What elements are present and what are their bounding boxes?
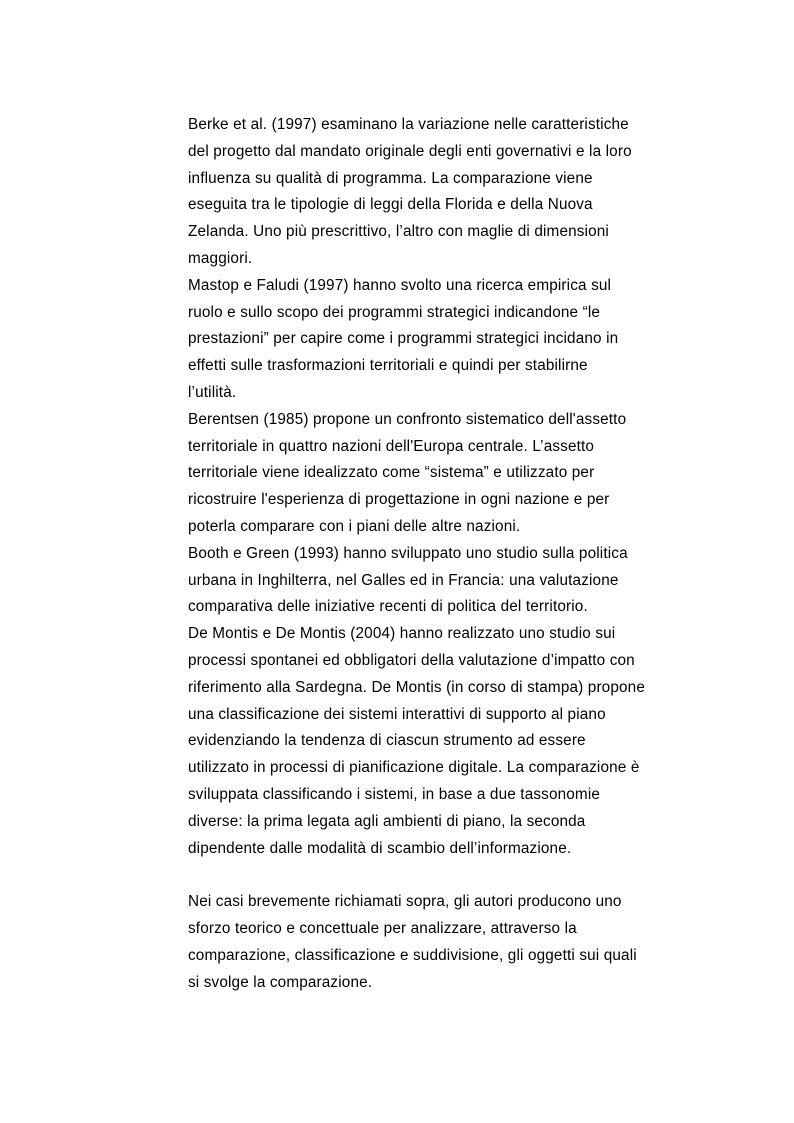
text-line: Zelanda. Uno più prescrittivo, l’altro con maglie di dimensioni [188,223,609,241]
text-line: territoriale in quattro nazioni dell'Europa centrale. L’assetto [188,437,595,455]
text-line: effetti sulle trasformazioni territoriali e quindi per stabilirne [188,357,588,375]
text-line: una classificazione dei sistemi interattivi di supporto al piano [188,705,606,723]
text-line: riferimento alla Sardegna. De Montis (in corso di stampa) propone [188,678,645,696]
text-line: Berke et al. (1997) esaminano la variazione nelle caratteristiche [188,116,629,133]
text-line: Berentsen (1985) propone un confronto sistematico dell'assetto [188,410,627,428]
text-line: Nei casi brevemente richiamati sopra, gli autori producono uno [188,893,622,911]
text-line: utilizzato in processi di pianificazione digitale. La comparazione è [188,759,640,777]
text-line: ricostruire l'esperienza di progettazione in ogni nazione e per [188,491,610,509]
text-line: diverse: la prima legata agli ambienti di piano, la seconda [188,812,586,830]
text-line: evidenziando la tendenza di ciascun strumento ad essere [188,732,586,750]
body-text [188,112,688,996]
text-line: poterla comparare con i piani delle altre nazioni. [188,517,521,535]
text-line: processi spontanei ed obbligatori della valutazione d’impatto con [188,651,635,669]
text-line: Booth e Green (1993) hanno sviluppato uno studio sulla politica [188,544,628,562]
paragraph-conclusion [188,889,688,996]
text-line: dipendente dalle modalità di scambio dell’informazione. [188,839,572,857]
text-line: sforzo teorico e concettuale per analizzare, attraverso la [188,919,577,937]
text-line: ruolo e sullo scopo dei programmi strategici indicandone “le [188,303,601,321]
text-line: comparazione, classificazione e suddivisione, gli oggetti sui quali [188,946,637,964]
text-line: eseguita tra le tipologie di leggi della Florida e della Nuova [188,196,593,214]
paragraph-berentsen [188,407,688,541]
text-line: influenza su qualità di programma. La comparazione viene [188,169,593,187]
text-line: urbana in Inghilterra, nel Galles ed in Francia: una valutazione [188,571,619,589]
text-line: maggiori. [188,249,253,267]
paragraph-de-montis [188,621,688,862]
text-line: l’utilità. [188,383,237,401]
text-line: De Montis e De Montis (2004) hanno realizzato uno studio sui [188,625,616,643]
text-line: si svolge la comparazione. [188,973,373,991]
text-line: prestazioni” per capire come i programmi strategici incidano in [188,330,619,348]
text-line: territoriale viene idealizzato come “sistema” e utilizzato per [188,464,595,482]
paragraph-spacer [188,862,688,889]
text-line: comparativa delle iniziative recenti di politica del territorio. [188,598,588,616]
paragraph-berke [188,112,688,273]
paragraph-mastop-faludi [188,273,688,407]
text-line: Mastop e Faludi (1997) hanno svolto una ricerca empirica sul [188,276,612,294]
paragraph-booth-green [188,541,688,621]
text-line: del progetto dal mandato originale degli enti governativi e la loro [188,142,632,160]
text-line: sviluppata classificando i sistemi, in base a due tassonomie [188,785,601,803]
